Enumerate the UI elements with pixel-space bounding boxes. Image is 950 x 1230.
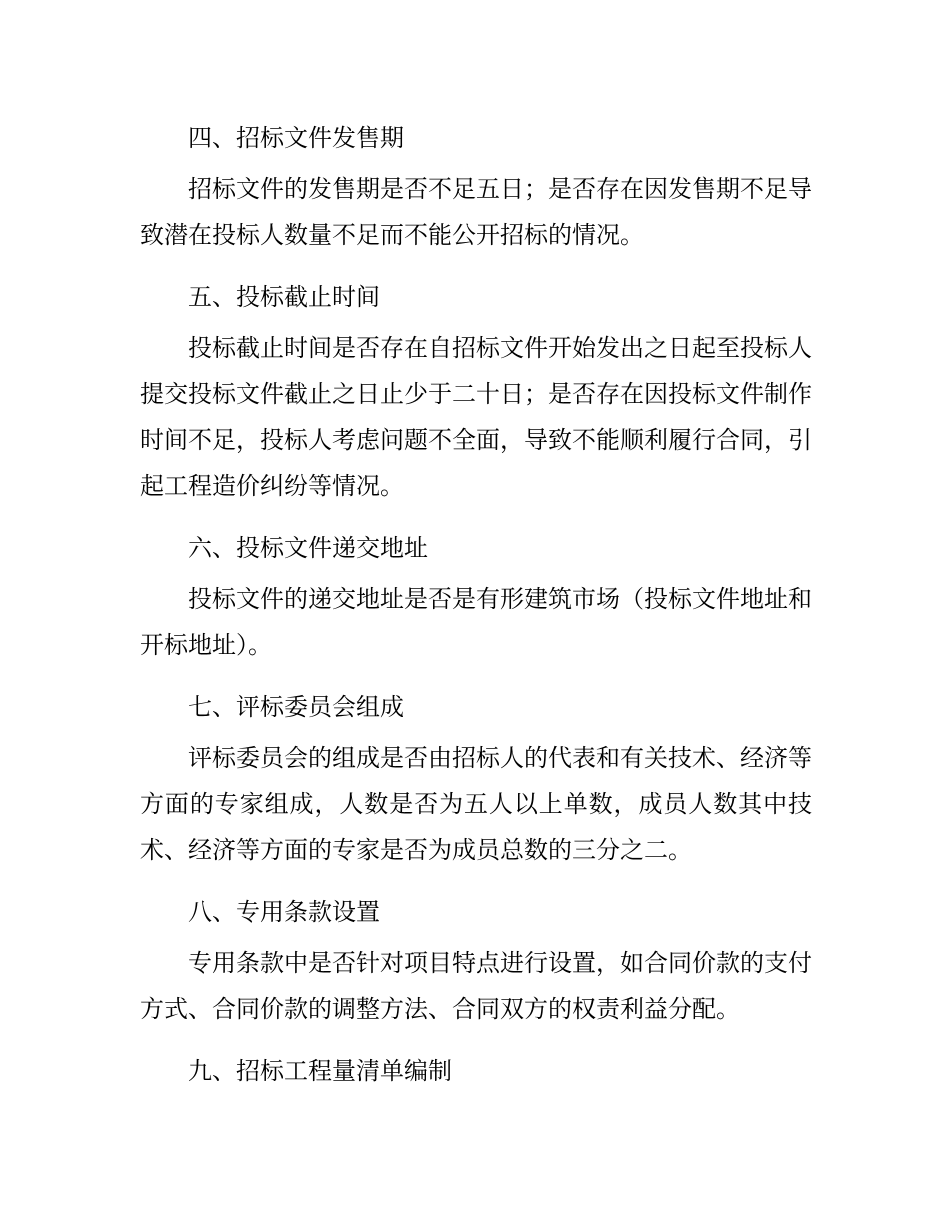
section-heading: 五、投标截止时间	[188, 283, 380, 311]
section-heading: 七、评标委员会组成	[188, 693, 404, 721]
section-paragraph: 投标截止时间是否存在自招标文件开始发出之日起至投标人提交投标文件截止之日止少于二十日；是否存在因投标文件制作时间不足，投标人考虑问题不全面，导致不能顺利履行合同，引起工程造价纠纷等情况。	[140, 334, 812, 500]
document-body	[140, 110, 812, 1099]
section-paragraph: 投标文件的递交地址是否是有形建筑市场（投标文件地址和开标地址）。	[140, 585, 812, 659]
section-heading: 四、招标文件发售期	[188, 124, 404, 152]
section-heading: 八、专用条款设置	[188, 898, 380, 926]
section-heading: 九、招标工程量清单编制	[188, 1057, 452, 1085]
section-paragraph: 评标委员会的组成是否由招标人的代表和有关技术、经济等方面的专家组成，人数是否为五人以上单数，成员人数其中技术、经济等方面的专家是否为成员总数的三分之二。	[140, 744, 812, 864]
section-paragraph: 专用条款中是否针对项目特点进行设置，如合同价款的支付方式、合同价款的调整方法、合同双方的权责利益分配。	[140, 949, 812, 1023]
section-heading: 六、投标文件递交地址	[188, 534, 428, 562]
section-paragraph: 招标文件的发售期是否不足五日；是否存在因发售期不足导致潜在投标人数量不足而不能公开招标的情况。	[140, 175, 812, 249]
